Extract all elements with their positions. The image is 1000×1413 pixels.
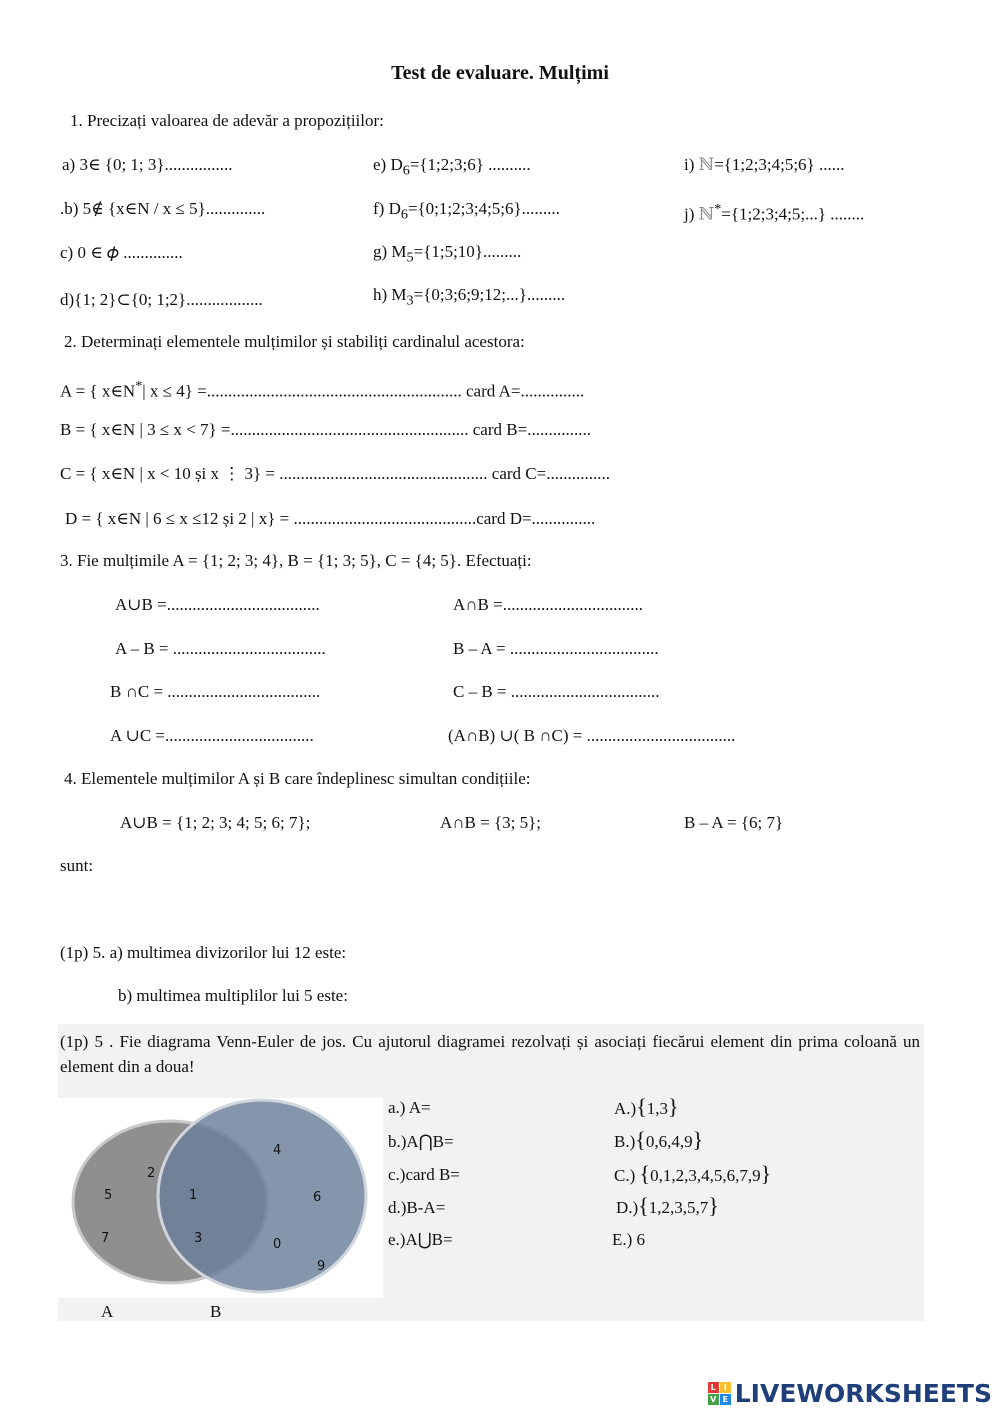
q2-a-post: | x ≤ 4} =............................................................ card A=............... [142, 381, 585, 401]
q3-row4-left: A ∪C =................................... [110, 726, 314, 745]
match-left-d: d.)B-A= [388, 1198, 446, 1217]
q1-j-pre: j) [684, 204, 699, 224]
q1-g-sub: 5 [406, 249, 414, 266]
match-right-a-prefix: A.) [614, 1099, 637, 1118]
q1-item-c: c) 0 ∈ 𝜙 .............. [60, 243, 183, 262]
q2-a-pre: A = { x∈N [60, 381, 136, 401]
q1-item-b: .b) 5∉ {x∈N / x ≤ 5}.............. [60, 199, 266, 218]
match-right-c-set: 0,1,2,3,4,5,6,7,9 [650, 1166, 761, 1185]
match-right-e-value: 6 [636, 1230, 646, 1249]
q3-row4-right: (A∩B) ∪( B ∩C) = ................................... [448, 726, 736, 745]
q2-set-a [60, 376, 584, 402]
q1-e-sub: 6 [402, 162, 410, 179]
q1-j-sup: * [714, 201, 722, 217]
match-right-b-set: 0,6,4,9 [645, 1132, 693, 1151]
q4-condition-intersection: A∩B = {3; 5}; [440, 813, 541, 832]
naturals-symbol: ℕ [698, 155, 715, 174]
venn-element-a-only: 7 [101, 1231, 110, 1246]
liveworksheets-logo-text: LIVEWORKSHEETS [734, 1378, 992, 1408]
q4-condition-difference: B – A = {6; 7} [684, 813, 784, 832]
venn-element-b-only: 6 [313, 1190, 322, 1205]
brace-open: { [636, 1094, 647, 1119]
venn-element-a-only: 2 [147, 1166, 156, 1181]
q3-row1-left: A∪B =.................................... [115, 595, 320, 614]
q3-row1-right: A∩B =................................. [453, 595, 643, 614]
venn-label-b: B [210, 1302, 222, 1321]
venn-element-b-only: 9 [317, 1259, 326, 1274]
q4-condition-union: A∪B = {1; 2; 3; 4; 5; 6; 7}; [120, 813, 311, 832]
q1-e-pre: e) D [373, 155, 403, 174]
match-right-a-set: 1,3 [646, 1099, 669, 1118]
match-right-e [612, 1230, 645, 1250]
q3-row3-left: B ∩C = .................................... [110, 682, 321, 701]
logo-letter-e: E [720, 1394, 731, 1405]
match-left-c: c.)card B= [388, 1165, 460, 1184]
liveworksheets-logo [708, 1378, 992, 1408]
q5a-line1: (1p) 5. a) multimea divizorilor lui 12 este: [60, 943, 347, 962]
q4-sunt: sunt: [60, 856, 94, 875]
match-right-d-prefix: D.) [616, 1198, 639, 1217]
venn-svg [58, 1098, 383, 1298]
match-right-e-prefix: E.) [612, 1230, 637, 1249]
q1-h-sub: 3 [406, 292, 414, 309]
q3-row2-left: A – B = .................................... [115, 639, 326, 658]
liveworksheets-logo-icon [708, 1382, 731, 1405]
q1-item-d: d){1; 2}⊂{0; 1;2}.................. [60, 290, 263, 309]
q1-item-g [373, 242, 521, 267]
match-right-c [614, 1161, 772, 1186]
q3-heading: 3. Fie mulțimile A = {1; 2; 3; 4}, B = {1; 3; 5}, C = {4; 5}. Efectuați: [60, 551, 532, 570]
venn-element-b-only: 4 [273, 1143, 282, 1158]
page-title: Test de evaluare. Mulțimi [391, 62, 609, 84]
venn-label-a: A [101, 1302, 114, 1321]
match-left-b: b.)A⋂B= [388, 1132, 454, 1151]
q1-item-f [373, 199, 560, 224]
q1-f-pre: f) D [373, 199, 401, 218]
q1-heading: 1. Precizați valoarea de adevăr a propozițiilor: [70, 111, 384, 130]
match-left-a: a.) A= [388, 1098, 431, 1117]
match-right-d-set: 1,2,3,5,7 [648, 1198, 709, 1217]
logo-letter-v: V [708, 1394, 719, 1405]
q1-e-post: ={1;2;3;6} .......... [409, 155, 531, 174]
q1-i-pre: i) [684, 155, 699, 174]
brace-open: { [635, 1127, 646, 1152]
q2-heading: 2. Determinați elementele mulțimilor și stabiliți cardinalul acestora: [64, 332, 525, 351]
match-right-b-prefix: B.) [614, 1132, 636, 1151]
q1-h-pre: h) M [373, 285, 407, 304]
logo-letter-l: L [708, 1382, 719, 1393]
q2-set-c: C = { x∈N | x < 10 și x ⋮ 3} = ................................................. card C=............... [60, 464, 610, 483]
q1-f-sub: 6 [400, 206, 408, 223]
match-right-b [614, 1127, 704, 1152]
q1-i-post: ={1;2;3;4;5;6} ...... [714, 155, 845, 174]
venn-diagram [58, 1098, 383, 1298]
brace-close: } [692, 1127, 704, 1152]
logo-letter-i: I [720, 1382, 731, 1393]
match-right-c-prefix: C.) [614, 1166, 640, 1185]
q1-g-pre: g) M [373, 242, 407, 261]
q1-j-post: ={1;2;3;4;5;...} ........ [721, 204, 865, 224]
q1-item-h [373, 285, 565, 310]
q1-item-j [684, 199, 864, 225]
q1-g-post: ={1;5;10}......... [413, 242, 522, 261]
venn-element-both: 1 [189, 1188, 198, 1203]
q3-row2-right: B – A = ................................... [453, 639, 659, 658]
match-right-d [616, 1193, 719, 1218]
brace-open: { [639, 1161, 651, 1186]
q1-item-a: a) 3∈ {0; 1; 3}................ [62, 155, 233, 174]
q2-a-sup: * [135, 378, 143, 394]
q1-h-post: ={0;3;6;9;12;...}......... [413, 285, 566, 304]
match-left-e: e.)A⋃B= [388, 1230, 453, 1249]
q5a-line2: b) multimea multiplilor lui 5 este: [118, 986, 348, 1005]
q4-heading: 4. Elementele mulțimilor A și B care îndeplinesc simultan condițiile: [64, 769, 531, 788]
brace-close: } [668, 1094, 679, 1119]
q1-f-post: ={0;1;2;3;4;5;6}......... [407, 199, 560, 218]
match-right-a [614, 1094, 679, 1119]
q2-set-d: D = { x∈N | 6 ≤ x ≤12 și 2 | x} = ...........................................card D=............... [65, 509, 596, 528]
q1-item-i [684, 155, 844, 175]
q3-row3-right: C – B = ................................... [453, 682, 660, 701]
venn-element-both: 3 [194, 1231, 203, 1246]
q5b-text: (1p) 5 . Fie diagrama Venn-Euler de jos. Cu ajutorul diagramei rezolvați și asociați fiecărui element din prima coloană un element din a doua! [60, 1032, 920, 1076]
venn-element-a-only: 5 [104, 1188, 113, 1203]
venn-element-b-only: 0 [273, 1237, 282, 1252]
brace-close: } [708, 1193, 719, 1218]
q2-set-b: B = { x∈N | 3 ≤ x < 7} =........................................................ card B=............... [60, 420, 591, 439]
naturals-symbol: ℕ [698, 204, 715, 224]
brace-open: { [638, 1193, 649, 1218]
q1-item-e [373, 155, 531, 180]
brace-close: } [760, 1161, 772, 1186]
